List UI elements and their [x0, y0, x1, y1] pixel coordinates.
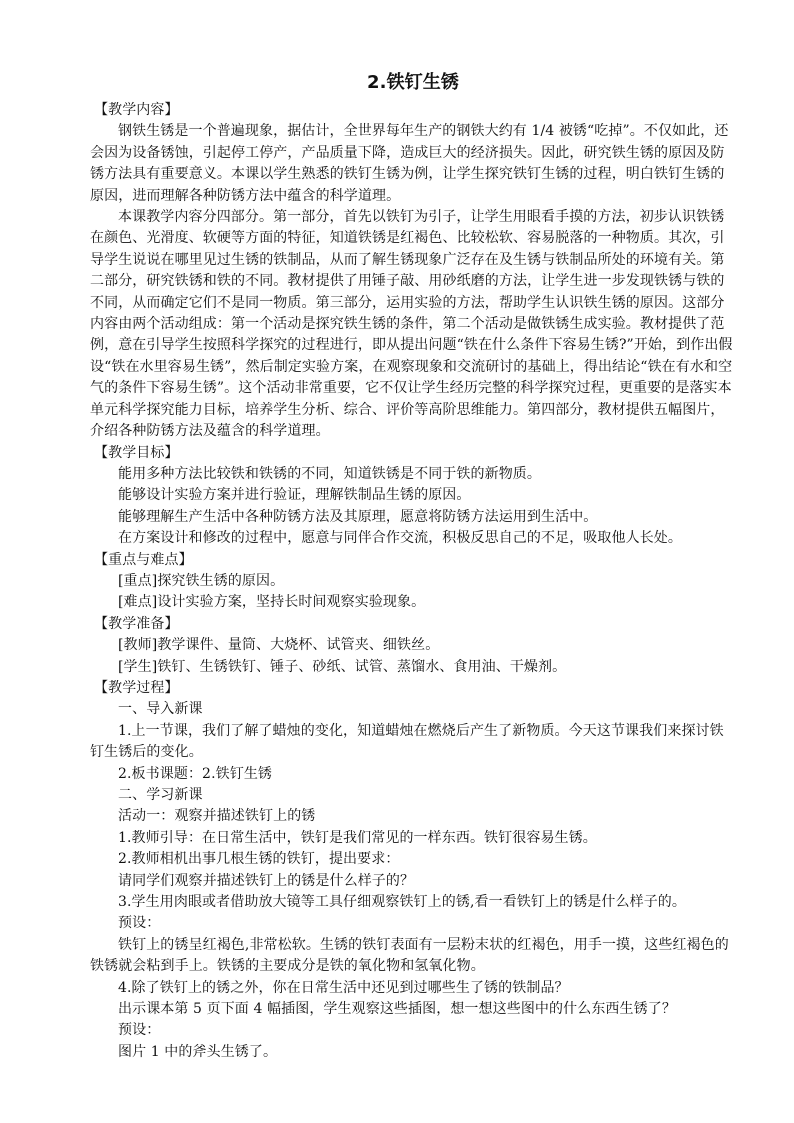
page-title: 2.铁钉生锈 [367, 72, 459, 93]
paragraph: 图片 1 中的斧头生锈了。 [118, 1043, 278, 1060]
paragraph: 2.板书课题：2.铁钉生锈 [118, 765, 273, 782]
paragraph: [学生]铁钉、生锈铁钉、锤子、砂纸、试管、蒸馏水、食用油、干燥剂。 [118, 658, 567, 675]
paragraph: 本课教学内容分四部分。第一部分，首先以铁钉为引子，让学生用眼看手摸的方法，初步认识铁锈在颜色、光滑度、软硬等方面的特征，知道铁锈是红褐色、比较松软、容易脱落的一种物质。其次，引导学生说说在哪里见过生锈的铁制品，从而了解生锈现象广泛存在及生锈与铁制品所处的环境有关。第二部分，研究铁锈和铁的不同。教材提供了用锤子敲、用砂纸磨的方法，让学生进一步发现铁锈与铁的不同，从而确定它们不是同一物质。第三部分，运用实验的方法，帮助学生认识铁生锈的原因。这部分内容由两个活动组成：第一个活动是探究铁生锈的条件，第二个活动是做铁锈生成实验。教材提供了范例，意在引导学生按照科学探究的过程进行，即从提出问题“铁在什么条件下容易生锈?”开始，到作出假设“铁在水里容易生锈”，然后制定实验方案，在观察现象和交流研讨的基础上，得出结论“铁在有水和空气的条件下容易生锈”。这个活动非常重要，它不仅让学生经历完整的科学探究过程，更重要的是落实本单元科学探究能力目标，培养学生分析、综合、评价等高阶思维能力。第四部分，教材提供五幅图片，介绍各种防锈方法及蕴含的科学道理。 [90, 209, 733, 440]
paragraph: 一、导入新课 [118, 701, 203, 718]
paragraph: 能够理解生产生活中各种防锈方法及其原理，愿意将防锈方法运用到生活中。 [118, 508, 598, 525]
paragraph: 出示课本第 5 页下面 4 幅插图，学生观察这些插图，想一想这些图中的什么东西生锈了？ [118, 1001, 676, 1018]
paragraph: 预设： [118, 1022, 161, 1039]
paragraph: 预设： [118, 915, 161, 932]
paragraph: [难点]设计实验方案，坚持长时间观察实验现象。 [118, 594, 426, 611]
paragraph: 二、学习新课 [118, 787, 203, 803]
paragraph: 在方案设计和修改的过程中，愿意与同伴合作交流，积极反思自己的不足，吸取他人长处。 [118, 530, 682, 547]
paragraph: 1.教师引导：在日常生活中，铁钉是我们常见的一样东西。铁钉很容易生锈。 [118, 829, 597, 846]
paragraph: 钢铁生锈是一个普遍现象，据估计，全世界每年生产的钢铁大约有 1/4 被锈“吃掉”。不仅如此，还会因为设备锈蚀，引起停工停产，产品质量下降，造成巨大的经济损失。因此，研究铁生锈的原因及防锈方法具有重要意义。本课以学生熟悉的铁钉生锈为例，让学生探究铁钉生锈的过程，明白铁钉生锈的原因，进而理解各种防锈方法中蕴含的科学道理。 [90, 123, 729, 204]
section-heading: 【教学过程】 [94, 679, 179, 696]
document-body [90, 100, 736, 1063]
paragraph: [重点]探究铁生锈的原因。 [118, 572, 285, 589]
section-heading: 【教学目标】 [94, 444, 179, 461]
paragraph: 4.除了铁钉上的锈之外，你在日常生活中还见到过哪些生了锈的铁制品？ [118, 979, 569, 996]
paragraph: 铁钉上的锈呈红褐色,非常松软。生锈的铁钉表面有一层粉末状的红褐色，用手一摸，这些红褐色的铁锈就会粘到手上。铁锈的主要成分是铁的氧化物和氢氧化物。 [90, 936, 729, 975]
section-heading: 【教学准备】 [94, 615, 179, 632]
document-page [90, 70, 736, 1063]
paragraph: [教师]教学课件、量筒、大烧杯、试管夹、细铁丝。 [118, 637, 440, 654]
paragraph: 3.学生用肉眼或者借助放大镜等工具仔细观察铁钉上的锈,看一看铁钉上的锈是什么样子的。 [118, 894, 687, 911]
paragraph: 2.教师相机出事几根生锈的铁钉，提出要求： [118, 851, 400, 868]
paragraph: 1.上一节课，我们了解了蜡烛的变化，知道蜡烛在燃烧后产生了新物质。今天这节课我们来探讨铁钉生锈后的变化。 [90, 722, 724, 761]
paragraph: 能用多种方法比较铁和铁锈的不同，知道铁锈是不同于铁的新物质。 [118, 465, 541, 482]
section-heading: 【教学内容】 [94, 102, 179, 118]
section-heading: 【重点与难点】 [94, 551, 193, 568]
paragraph: 活动一：观察并描述铁钉上的锈 [118, 808, 316, 825]
paragraph: 能够设计实验方案并进行验证，理解铁制品生锈的原因。 [118, 487, 471, 504]
paragraph: 请同学们观察并描述铁钉上的锈是什么样子的？ [118, 872, 415, 889]
